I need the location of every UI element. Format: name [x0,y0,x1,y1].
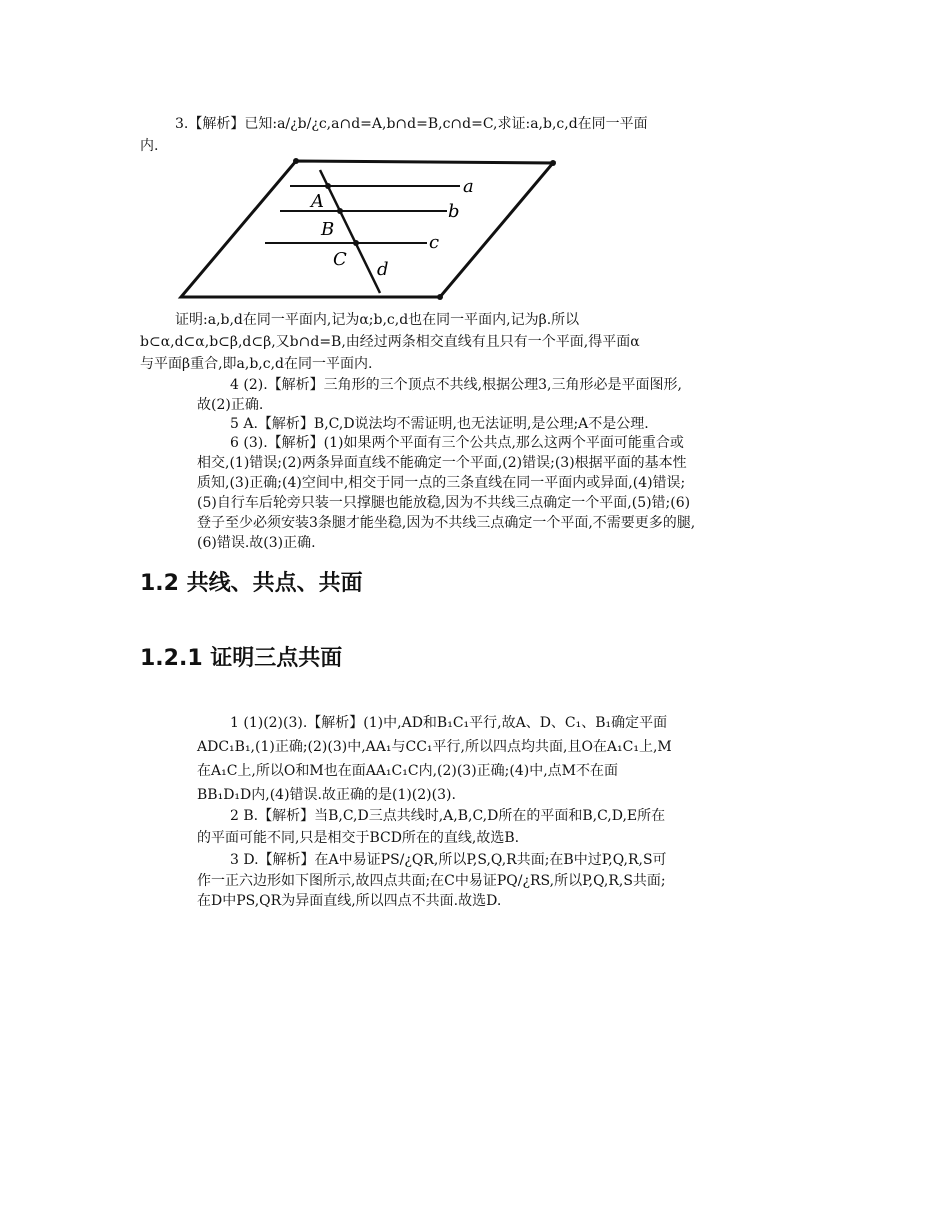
plane-corner-dot [437,294,443,300]
plane-corner-dot [550,160,556,166]
proof-line3: 与平面β重合,即a,b,c,d在同一平面内. [140,356,373,372]
s1-line4: BB₁D₁D内,(4)错误.故正确的是(1)(2)(3). [197,787,456,803]
section-heading: 1.2 共线、共点、共面 [140,571,363,596]
s2-line1: 2 B.【解析】当B,C,D三点共线时,A,B,C,D所在的平面和B,C,D,E所在 [230,808,666,824]
problem6-line4: (5)自行车后轮旁只装一只撑腿也能放稳,因为不共线三点确定一个平面,(5)错;(6) [197,495,691,511]
problem6-line3: 质知,(3)正确;(4)空间中,相交于同一点的三条直线在同一平面内或异面,(4)错误; [197,475,686,491]
problem3-line1: 3.【解析】已知:a/¿b/¿c,a∩d=A,b∩d=B,c∩d=C,求证:a,b,c,d在同一平面 [175,116,648,132]
proof-line2: b⊂α,d⊂α,b⊂β,d⊂β,又b∩d=B,由经过两条相交直线有且只有一个平面,得平面α [140,334,640,350]
problem4-line2: 故(2)正确. [197,397,264,413]
problem4-line1: 4 (2).【解析】三角形的三个顶点不共线,根据公理3,三角形必是平面图形, [230,377,682,393]
subsection-heading: 1.2.1 证明三点共面 [140,646,343,671]
s1-line3: 在A₁C上,所以O和M也在面AA₁C₁C内,(2)(3)正确;(4)中,点M不在面 [197,763,619,779]
plane-corner-dot [293,158,299,164]
proof-line1: 证明:a,b,d在同一平面内,记为α;b,c,d也在同一平面内,记为β.所以 [175,312,580,328]
s3-line1: 3 D.【解析】在A中易证PS/¿QR,所以P,S,Q,R共面;在B中过P,Q,R,S可 [230,852,667,868]
label-d: d [377,259,389,280]
problem6-line1: 6 (3).【解析】(1)如果两个平面有三个公共点,那么这两个平面可能重合或 [230,435,684,451]
label-A: A [311,191,324,212]
problem6-line5: 登子至少必须安装3条腿才能坐稳,因为不共线三点确定一个平面,不需要更多的腿, [197,515,696,531]
point-A-dot [325,183,331,189]
s1-line2: ADC₁B₁,(1)正确;(2)(3)中,AA₁与CC₁平行,所以四点均共面,且O在A₁C₁上,M [197,739,672,755]
label-c: c [429,232,440,253]
label-C: C [333,249,347,270]
plane-lines-figure [175,155,560,305]
problem3-line2: 内. [140,138,159,154]
s2-line2: 的平面可能不同,只是相交于BCD所在的直线,故选B. [197,830,520,846]
label-b: b [448,201,460,222]
label-a: a [463,176,474,197]
s1-line1: 1 (1)(2)(3).【解析】(1)中,AD和B₁C₁平行,故A、D、C₁、B₁确定平面 [230,715,668,731]
problem6-line2: 相交,(1)错误;(2)两条异面直线不能确定一个平面,(2)错误;(3)根据平面的基本性 [197,455,687,471]
s3-line2: 作一正六边形如下图所示,故四点共面;在C中易证PQ/¿RS,所以P,Q,R,S共面; [197,873,666,889]
point-C-dot [353,240,359,246]
problem5-line1: 5 A.【解析】B,C,D说法均不需证明,也无法证明,是公理;A不是公理. [230,416,649,432]
point-B-dot [337,208,343,214]
label-B: B [321,219,335,240]
plane-parallelogram [181,161,553,297]
s3-line3: 在D中PS,QR为异面直线,所以四点不共面.故选D. [197,893,502,909]
problem6-line6: (6)错误.故(3)正确. [197,535,316,551]
